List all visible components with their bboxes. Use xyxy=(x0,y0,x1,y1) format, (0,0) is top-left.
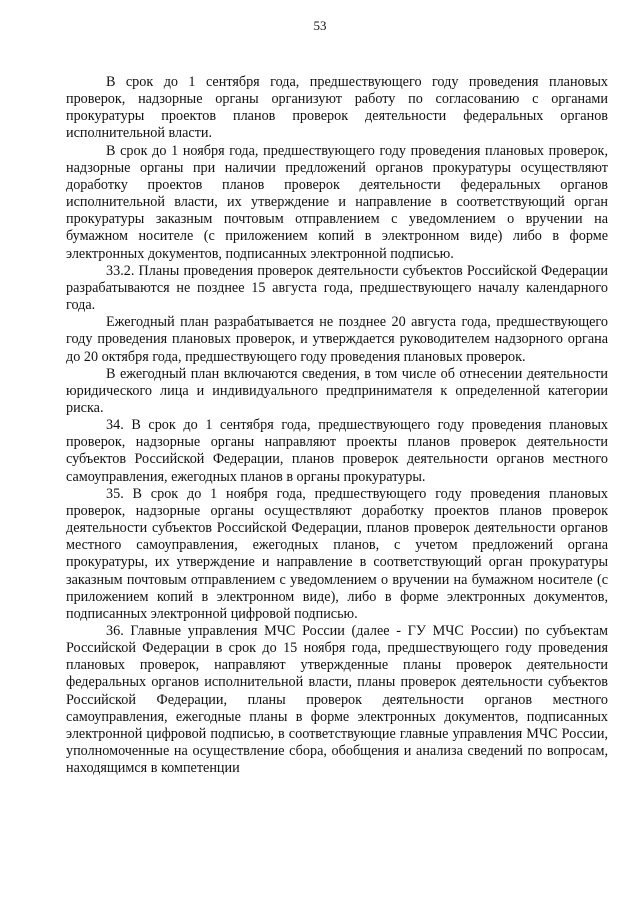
paragraph-36-mchs-directorates: 36. Главные управления МЧС России (далее - ГУ МЧС России) по субъектам Российской Федерации в срок до 15 ноября года, предшествующего году проведения плановых проверок, направляют утвержденные планы проверок деятельности федеральных органов исполнительной власти, планы проверок деятельности субъектов Российской Федерации, планы проверок деятельности органов местного самоуправления, ежегодные планы в форме электронных документов, подписанных электронной цифровой подписью, в соответствующие главные управления МЧС России, уполномоченные на осуществление сбора, обобщения и анализа сведений по вопросам, находящимся в компетенции xyxy=(66,623,608,777)
paragraph-33-2-plans-development: 33.2. Планы проведения проверок деятельности субъектов Российской Федерации разрабатываются не позднее 15 августа года, предшествующего началу календарного года. xyxy=(66,262,608,314)
paragraph-deadline-sept-coordination: В срок до 1 сентября года, предшествующего году проведения плановых проверок, надзорные органы организуют работу по согласованию с органами прокуратуры проектов планов проверок деятельности федеральных органов исполнительной власти. xyxy=(66,74,608,142)
paragraph-35-plans-finalization: 35. В срок до 1 ноября года, предшествующего году проведения плановых проверок, надзорные органы осуществляют доработку проектов планов проверок деятельности субъектов Российской Федерации, планов проверок деятельности органов местного самоуправления, ежегодных планов, с учетом предложений органа прокуратуры, их утверждение и направление в соответствующий орган прокуратуры заказным почтовым отправлением с уведомлением о вручении на бумажном носителе (с приложением копий в электронном виде), либо в форме электронных документов, подписанных электронной цифровой подписью. xyxy=(66,485,608,622)
paragraph-34-draft-plans-submission: 34. В срок до 1 сентября года, предшествующего году проведения плановых проверок, надзорные органы направляют проекты планов проверок деятельности субъектов Российской Федерации, планов проверок деятельности органов местного самоуправления, ежегодных планов в органы прокуратуры. xyxy=(66,417,608,485)
document-body xyxy=(66,74,608,777)
page-number: 53 xyxy=(313,18,327,33)
paragraph-deadline-nov-finalization: В срок до 1 ноября года, предшествующего году проведения плановых проверок, надзорные органы при наличии предложений органов прокуратуры осуществляют доработку проектов планов проверок деятельности федеральных органов исполнительной власти, их утверждение и направление в соответствующий орган прокуратуры заказным почтовым отправлением с уведомлением о вручении на бумажном носителе (с приложением копий в электронном виде) либо в форме электронных документов, подписанных электронной подписью. xyxy=(66,142,608,262)
paragraph-annual-plan-contents: В ежегодный план включаются сведения, в том числе об отнесении деятельности юридического лица и индивидуального предпринимателя к определенной категории риска. xyxy=(66,365,608,416)
paragraph-annual-plan-approval: Ежегодный план разрабатывается не позднее 20 августа года, предшествующего году проведения плановых проверок, и утверждается руководителем надзорного органа до 20 октября года, предшествующего году проведения плановых проверок. xyxy=(66,314,608,365)
